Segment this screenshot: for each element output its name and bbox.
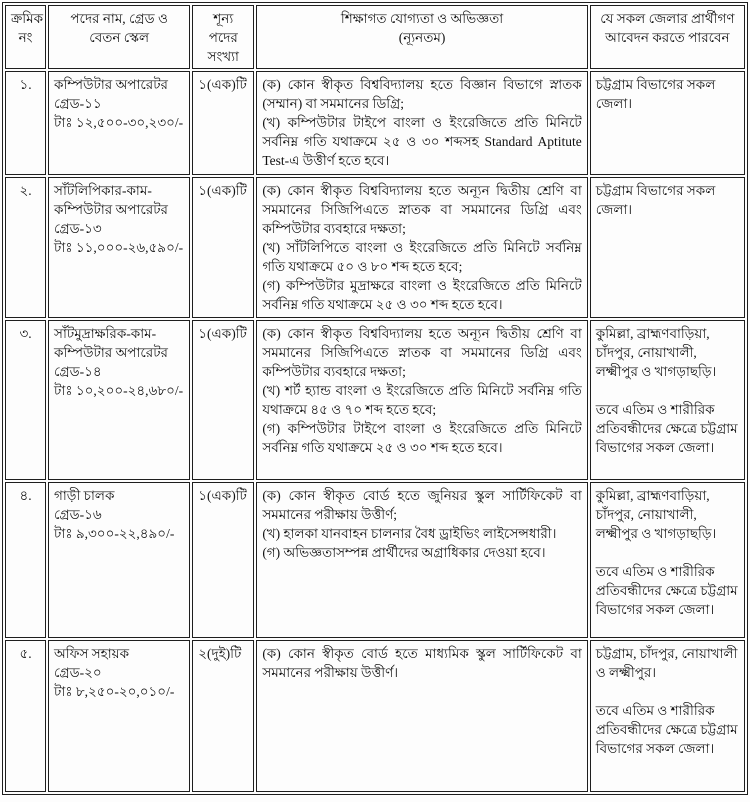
table-row xyxy=(5,482,745,638)
qualification-item: (গ) অভিজ্ঞতাসম্পন্ন প্রার্থীদের অগ্রাধিকার দেওয়া হবে। xyxy=(262,545,546,560)
post-cell xyxy=(48,320,190,480)
district-list: চট্টগ্রাম, চাঁদপুর, নোয়াখালী ও লক্ষ্মীপুর। xyxy=(595,646,738,680)
post-cell xyxy=(48,71,190,175)
post-cell xyxy=(48,482,190,638)
qualification-item: (খ) শর্ট হ্যান্ড বাংলা ও ইংরেজিতে প্রতি মিনিটে সর্বনিম্ন গতি যথাক্রমে ৪৫ ও ৭০ শব্দ হতে হবে; xyxy=(262,383,582,417)
grade: গ্রেড-১৩ xyxy=(54,221,102,236)
pay-scale: টাঃ ৯,৩০০-২২,৪৯০/- xyxy=(54,526,175,541)
district-note: তবে এতিম ও শারীরিক প্রতিবন্ধীদের ক্ষেত্রে চট্টগ্রাম বিভাগের সকল জেলা। xyxy=(595,703,738,756)
table-row xyxy=(5,320,745,480)
table-header-row xyxy=(5,5,745,69)
districts-cell xyxy=(590,320,745,480)
district-list: কুমিল্লা, ব্রাহ্মণবাড়িয়া, চাঁদপুর, নোয়াখালী, লক্ষ্মীপুর ও খাগড়াছড়ি। xyxy=(595,326,717,379)
qualification-item: (খ) কম্পিউটার টাইপে বাংলা ও ইংরেজিতে প্রতি মিনিটে সর্বনিম্ন গতি যথাক্রমে ২৫ ও ৩০ শব্দসহ Standard Aptitute Test-এ উত্তীর্ণ হতে হবে। xyxy=(262,115,582,168)
post-cell xyxy=(48,177,190,318)
qualification-item: (ক) কোন স্বীকৃত বোর্ড হতে জুনিয়র স্কুল সার্টিফিকেট বা সমমানের পরীক্ষায় উত্তীর্ণ; xyxy=(262,488,582,522)
header-qualification-note: (ন্যূনতম) xyxy=(398,30,446,45)
serial-cell: ২. xyxy=(5,177,46,318)
districts-cell xyxy=(590,640,745,792)
districts-cell xyxy=(590,177,745,318)
post-name: কম্পিউটার অপারেটর xyxy=(54,77,168,92)
districts-cell xyxy=(590,482,745,638)
qualification-item: (খ) সাঁটলিপিতে বাংলা ও ইংরেজিতে প্রতি মিনিটে সর্বনিম্ন গতি যথাক্রমে ৫০ ও ৮০ শব্দ হতে হবে; xyxy=(262,240,582,274)
post-name: সাঁটলিপিকার-কাম-কম্পিউটার অপারেটর xyxy=(54,183,168,217)
qualification-item: (গ) কম্পিউটার টাইপে বাংলা ও ইংরেজিতে প্রতি মিনিটে সর্বনিম্ন গতি যথাক্রমে ২৫ ও ৩০ শব্দ হতে হবে। xyxy=(262,421,582,455)
pay-scale: টাঃ ১১,০০০-২৬,৫৯০/- xyxy=(54,240,184,255)
qualification-item: (ক) কোন স্বীকৃত বোর্ড হতে মাধ্যমিক স্কুল সার্টিফিকেট বা সমমানের পরীক্ষায় উত্তীর্ণ। xyxy=(262,646,582,680)
vacancy-cell: ১(এক)টি xyxy=(192,482,254,638)
qualification-item: (ক) কোন স্বীকৃত বিশ্ববিদ্যালয় হতে বিজ্ঞান বিভাগে স্নাতক (সম্মান) বা সমমানের ডিগ্রি; xyxy=(262,77,582,111)
header-districts: যে সকল জেলার প্রার্থীগণ আবেদন করতে পারবেন xyxy=(590,5,745,69)
serial-cell: ৪. xyxy=(5,482,46,638)
header-post: পদের নাম, গ্রেড ও বেতন স্কেল xyxy=(48,5,190,69)
post-name: সাঁটমুদ্রাক্ষরিক-কাম-কম্পিউটার অপারেটর xyxy=(54,326,168,360)
grade: গ্রেড-২০ xyxy=(54,665,102,680)
qualification-item: (গ) কম্পিউটার মুদ্রাক্ষরে বাংলা ও ইংরেজিতে প্রতি মিনিটে সর্বনিম্ন গতি যথাক্রমে ২৫ ও ৩০ শব্দ হতে হবে। xyxy=(262,278,582,312)
district-note: তবে এতিম ও শারীরিক প্রতিবন্ধীদের ক্ষেত্রে চট্টগ্রাম বিভাগের সকল জেলা। xyxy=(595,402,738,455)
vacancy-cell: ১(এক)টি xyxy=(192,320,254,480)
qualification-cell xyxy=(256,71,587,175)
qualification-cell xyxy=(256,640,587,792)
qualification-item: (ক) কোন স্বীকৃত বিশ্ববিদ্যালয় হতে অন্যূন দ্বিতীয় শ্রেণি বা সমমানের সিজিপিএতে স্নাতক বা সমমানের ডিগ্রি এবং কম্পিউটার ব্যবহারে দক্ষতা; xyxy=(262,326,582,379)
serial-cell: ৫. xyxy=(5,640,46,792)
districts-cell xyxy=(590,71,745,175)
qualification-item: (ক) কোন স্বীকৃত বিশ্ববিদ্যালয় হতে অন্যূন দ্বিতীয় শ্রেণি বা সমমানের সিজিপিএতে স্নাতক বা সমমানের ডিগ্রি এবং কম্পিউটার ব্যবহারে দক্ষতা; xyxy=(262,183,582,236)
serial-cell: ১. xyxy=(5,71,46,175)
qualification-item: (খ) হালকা যানবাহন চালনার বৈধ ড্রাইভিং লাইসেন্সধারী। xyxy=(262,526,557,541)
district-list: চট্টগ্রাম বিভাগের সকল জেলা। xyxy=(595,183,716,217)
vacancy-cell: ১(এক)টি xyxy=(192,71,254,175)
post-name: গাড়ী চালক xyxy=(54,488,115,503)
pay-scale: টাঃ ১২,৫০০-৩০,২৩০/- xyxy=(54,115,184,130)
header-vacancy: শূন্য পদের সংখ্যা xyxy=(192,5,254,69)
vacancy-table xyxy=(2,2,748,795)
vacancy-cell: ১(এক)টি xyxy=(192,177,254,318)
table-row xyxy=(5,177,745,318)
district-list: চট্টগ্রাম বিভাগের সকল জেলা। xyxy=(595,77,716,111)
post-name: অফিস সহায়ক xyxy=(54,646,130,661)
serial-cell: ৩. xyxy=(5,320,46,480)
district-list: কুমিল্লা, ব্রাহ্মণবাড়িয়া, চাঁদপুর, নোয়াখালী, লক্ষ্মীপুর ও খাগড়াছড়ি। xyxy=(595,488,717,541)
grade: গ্রেড-১৬ xyxy=(54,507,102,522)
header-serial: ক্রমিক নং xyxy=(5,5,46,69)
qualification-cell xyxy=(256,320,587,480)
qualification-cell xyxy=(256,482,587,638)
district-note: তবে এতিম ও শারীরিক প্রতিবন্ধীদের ক্ষেত্রে চট্টগ্রাম বিভাগের সকল জেলা। xyxy=(595,564,738,617)
vacancy-cell: ২(দুই)টি xyxy=(192,640,254,792)
grade: গ্রেড-১৪ xyxy=(54,364,102,379)
qualification-cell xyxy=(256,177,587,318)
table-row xyxy=(5,640,745,792)
header-qualification xyxy=(256,5,587,69)
table-row xyxy=(5,71,745,175)
pay-scale: টাঃ ১০,২০০-২৪,৬৮০/- xyxy=(54,383,184,398)
header-qualification-title: শিক্ষাগত যোগ্যতা ও অভিজ্ঞতা xyxy=(340,11,504,26)
pay-scale: টাঃ ৮,২৫০-২০,০১০/- xyxy=(54,684,175,699)
grade: গ্রেড-১১ xyxy=(54,96,102,111)
post-cell xyxy=(48,640,190,792)
